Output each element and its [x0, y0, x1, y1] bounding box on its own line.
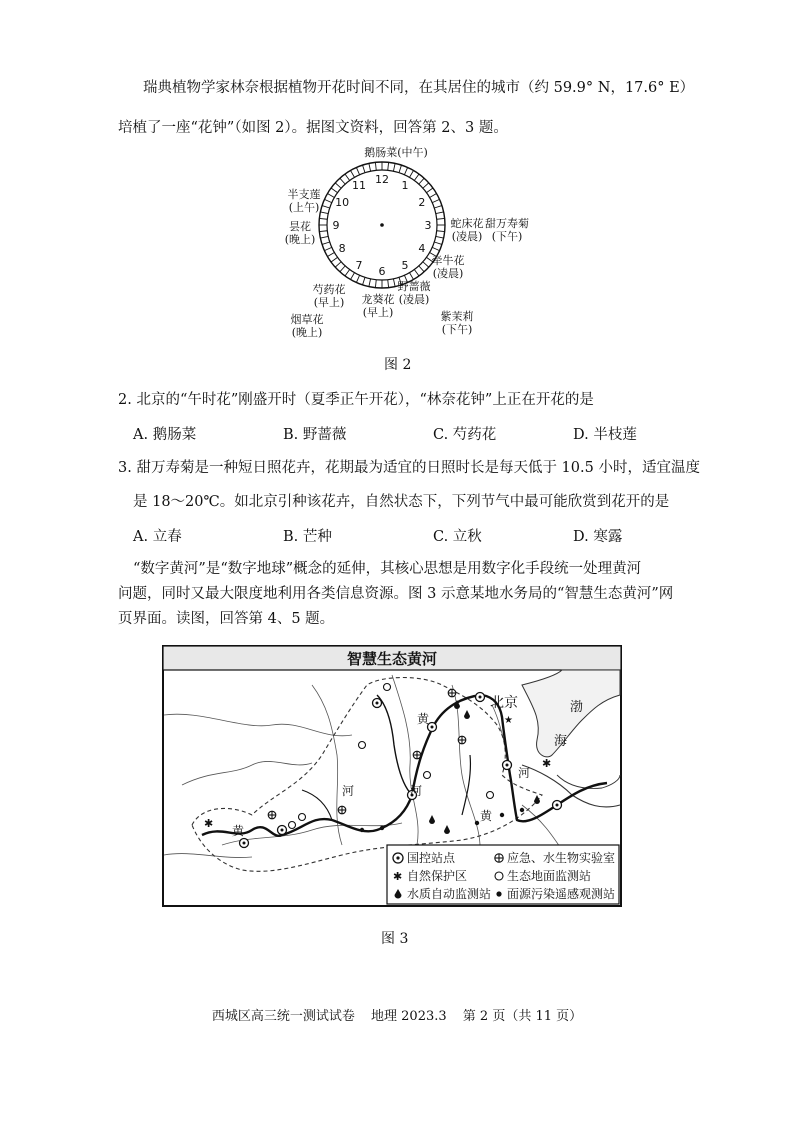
ground-station-marker[interactable] — [289, 822, 296, 829]
clock-tick — [351, 273, 355, 280]
map-title: 智慧生态黄河 — [346, 650, 438, 668]
clock-tick — [327, 194, 334, 198]
clock-tick — [322, 206, 330, 208]
label-longkuihua-time: (早上) — [362, 306, 394, 319]
intro-line-1: 瑞典植物学家林奈根据植物开花时间不同，在其居住的城市（约 59.9° N，17.6° E） — [143, 80, 695, 96]
clock-tick — [356, 275, 359, 282]
legend-pin-icon — [393, 853, 403, 863]
clock-tick — [432, 199, 439, 202]
remote-sensing-dot[interactable] — [475, 821, 479, 825]
clock-tick — [423, 183, 429, 188]
label-tanhua: 昙花 — [289, 220, 311, 233]
clock-tick — [375, 162, 376, 170]
remote-sensing-dot[interactable] — [380, 826, 384, 830]
legend-ground-station: 生态地面监测站 — [507, 869, 592, 883]
intro2-line-1: “数字黄河”是“数字地球”概念的延伸，其核心思想是用数字化手段统一处理黄河 — [133, 561, 642, 577]
footer-subject: 地理 2023.3 — [371, 1009, 447, 1024]
q2-option-b[interactable]: B. 野蔷薇 — [283, 427, 347, 443]
clock-number-1: 1 — [401, 179, 409, 193]
legend-dot-icon — [496, 891, 501, 896]
q2-option-d[interactable]: D. 半枝莲 — [573, 427, 637, 443]
clock-tick — [437, 218, 445, 219]
ground-station-marker[interactable] — [384, 684, 391, 691]
lab-cross-marker[interactable] — [458, 736, 466, 744]
label-qianniuhua-time: (凌晨) — [432, 267, 464, 280]
footer-page-number: 第 2 页（共 11 页） — [462, 1009, 583, 1024]
clock-tick — [327, 253, 334, 257]
label-qianniuhua: 牵牛花 — [431, 254, 465, 267]
question-3-stem-2: 是 18～20℃。如北京引种该花卉，自然状态下，下列节气中最可能欣赏到花开的是 — [133, 494, 670, 510]
clock-tick — [437, 231, 445, 232]
intro2-line-3: 页界面。读图，回答第 4、5 题。 — [118, 611, 335, 627]
label-tanhua-time: (晚上) — [284, 233, 316, 246]
clock-tick — [340, 178, 345, 184]
legend-cross-icon — [495, 854, 503, 862]
clock-number-8: 8 — [338, 242, 346, 255]
intro2-line-2: 问题，同时又最大限度地利用各类信息资源。图 3 示意某地水务局的“智慧生态黄河”网 — [118, 586, 674, 602]
station-pin[interactable] — [240, 839, 249, 848]
clock-tick — [419, 266, 424, 272]
lab-cross-marker[interactable] — [268, 811, 276, 819]
label-he-3: 河 — [518, 766, 531, 780]
flower-clock-figure — [270, 140, 530, 345]
clock-tick — [319, 231, 327, 232]
lab-cross-marker[interactable] — [338, 806, 346, 814]
legend-circle-icon — [495, 872, 503, 880]
station-pin[interactable] — [553, 801, 562, 810]
clock-tick — [331, 257, 337, 262]
clock-tick — [434, 206, 442, 208]
clock-tick — [388, 162, 389, 170]
clock-tick — [363, 277, 365, 285]
label-huang-1: 黄 — [417, 712, 430, 726]
clock-tick — [319, 218, 327, 219]
beijing-star-icon: ★ — [504, 715, 513, 726]
station-pin[interactable] — [373, 699, 382, 708]
lab-cross-marker[interactable] — [413, 751, 421, 759]
clock-tick — [324, 199, 331, 202]
q3-option-c[interactable]: C. 立秋 — [433, 529, 482, 545]
clock-tick — [399, 165, 401, 173]
label-longkuihua: 龙葵花 — [361, 293, 395, 306]
clock-number-6: 6 — [378, 265, 386, 278]
label-banzhilian: 半支莲 — [287, 188, 321, 201]
clock-tick — [434, 242, 442, 244]
clock-number-10: 10 — [335, 196, 350, 209]
label-zimoli-time: (下午) — [441, 323, 473, 336]
clock-tick — [345, 269, 350, 275]
label-yancaohua-time: (晚上) — [291, 326, 323, 339]
label-tianwanshouju: 甜万寿菊 — [485, 217, 529, 230]
legend-remote-sensing: 面源污染遥感观测站 — [507, 887, 616, 901]
question-3-stem-1: 3. 甜万寿菊是一种短日照花卉，花期最为适宜的日照时长是每天低于 10.5 小时，适宜温度 — [118, 460, 700, 476]
clock-number-4: 4 — [418, 242, 426, 255]
legend-state-control: 国控站点 — [407, 851, 456, 865]
clock-number-9: 9 — [332, 219, 340, 232]
label-yeqiangwei-time: (凌晨) — [398, 293, 430, 306]
station-pin[interactable] — [278, 826, 287, 835]
clock-tick — [369, 279, 371, 287]
clock-tick — [363, 165, 365, 173]
clock-tick — [369, 163, 371, 171]
clock-tick — [419, 178, 424, 184]
label-banzhilian-time: (上午) — [288, 201, 320, 214]
label-he-1: 河 — [410, 784, 423, 798]
q3-option-d[interactable]: D. 寒露 — [573, 529, 623, 545]
clock-tick — [351, 170, 355, 177]
q3-option-b[interactable]: B. 芒种 — [283, 529, 332, 545]
clock-tick — [430, 194, 437, 198]
clock-tick — [393, 163, 395, 171]
clock-tick — [432, 247, 439, 250]
clock-tick — [335, 183, 341, 188]
label-shaoyaohua-time: (早上) — [313, 296, 345, 309]
clock-tick — [426, 188, 432, 193]
clock-tick — [404, 167, 407, 174]
remote-sensing-dot[interactable] — [520, 808, 524, 812]
label-bo: 渤 — [570, 700, 584, 715]
q2-option-a[interactable]: A. 鹅肠菜 — [133, 427, 197, 443]
label-shaoyaohua: 芍药花 — [312, 283, 346, 296]
clock-tick — [393, 279, 395, 287]
legend-emergency-lab: 应急、水生物实验室 — [507, 851, 616, 865]
label-zimoli: 紫茉莉 — [440, 310, 474, 323]
clock-tick — [356, 167, 359, 174]
clock-tick — [414, 174, 419, 180]
map-legend — [387, 845, 619, 904]
label-he-2: 河 — [342, 784, 355, 798]
clock-tick — [423, 262, 429, 267]
label-tianwanshouju-time: (下午) — [491, 230, 523, 243]
ground-station-marker[interactable] — [424, 772, 431, 779]
ground-station-marker[interactable] — [299, 814, 306, 821]
clock-center-dot — [380, 223, 384, 227]
label-huang-3: 黄 — [232, 824, 245, 838]
page-footer — [0, 1005, 794, 1024]
clock-tick — [388, 280, 389, 288]
clock-tick — [335, 262, 341, 267]
label-yeqiangwei: 野蔷薇 — [397, 280, 431, 293]
clock-number-5: 5 — [401, 258, 409, 272]
nature-reserve-icon[interactable]: ✱ — [542, 757, 552, 770]
figure-3-caption: 图 3 — [381, 931, 409, 947]
legend-water-quality: 水质自动监测站 — [407, 887, 492, 901]
yellow-river-map-figure — [162, 645, 622, 907]
question-2-stem: 2. 北京的“午时花”刚盛开时（夏季正午开花），“林奈花钟”上正在开花的是 — [118, 392, 594, 408]
clock-tick — [345, 174, 350, 180]
station-pin[interactable] — [503, 761, 512, 770]
label-shechuanghua: 蛇床花 — [450, 217, 484, 230]
q3-option-a[interactable]: A. 立春 — [133, 529, 182, 545]
q2-option-c[interactable]: C. 芍药花 — [433, 427, 497, 443]
clock-number-12: 12 — [375, 173, 389, 186]
clock-tick — [324, 247, 331, 250]
lab-cross-marker[interactable] — [448, 689, 456, 697]
clock-tick — [320, 236, 328, 238]
clock-number-7: 7 — [355, 258, 363, 272]
legend-nature-reserve: 自然保护区 — [407, 869, 468, 883]
clock-tick — [331, 188, 337, 193]
remote-sensing-dot[interactable] — [360, 828, 364, 832]
label-huang-2: 黄 — [480, 809, 493, 823]
label-hai: 海 — [554, 734, 568, 749]
intro-line-2: 培植了一座“花钟”（如图 2）。据图文资料，回答第 2、3 题。 — [118, 120, 508, 136]
label-shechuanghua-time: (凌晨) — [451, 230, 483, 243]
clock-tick — [375, 280, 376, 288]
clock-tick — [436, 212, 444, 214]
footer-exam-name: 西城区高三统一测试试卷 — [211, 1009, 355, 1024]
legend-star-icon: ✱ — [393, 870, 403, 883]
clock-tick — [320, 212, 328, 214]
clock-number-2: 2 — [418, 196, 426, 209]
remote-sensing-dot[interactable] — [500, 813, 504, 817]
clock-tick — [340, 266, 345, 272]
clock-number-3: 3 — [424, 219, 432, 232]
clock-tick — [410, 273, 414, 280]
clock-tick — [436, 236, 444, 238]
clock-tick — [322, 242, 330, 244]
label-echangcai: 鹅肠菜(中午) — [364, 146, 428, 159]
label-beijing: 北京 — [490, 695, 518, 711]
clock-number-11: 11 — [352, 179, 366, 193]
clock-tick — [414, 269, 419, 275]
station-pin[interactable] — [476, 693, 485, 702]
clock-tick — [410, 170, 414, 177]
label-yancaohua: 烟草花 — [290, 313, 324, 326]
nature-reserve-icon[interactable]: ✱ — [204, 817, 214, 830]
ground-station-marker[interactable] — [487, 792, 494, 799]
figure-2-caption: 图 2 — [384, 357, 412, 373]
ground-station-marker[interactable] — [359, 742, 366, 749]
